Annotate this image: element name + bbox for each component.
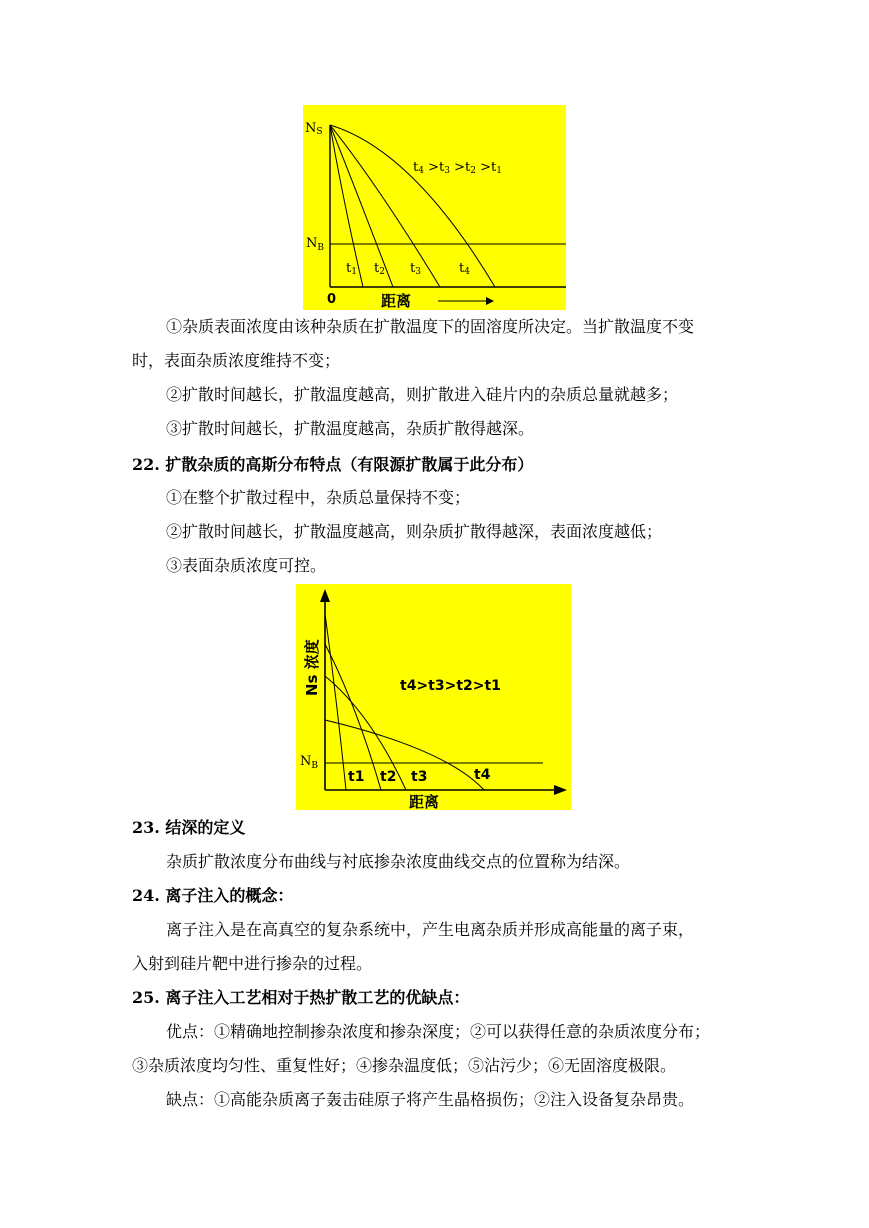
x-axis-label: 距离 [381,292,412,310]
nb-label: $N_B$ [300,754,318,771]
gaussian-diffusion-figure [296,584,571,810]
heading-22: 22. 扩散杂质的高斯分布特点（有限源扩散属于此分布） [132,455,534,474]
y-axis-label: Ns 浓度 [303,639,321,696]
gaussian-point-2: ②扩散时间越长，扩散温度越高，则杂质扩散得越深，表面浓度越低； [166,522,663,541]
ns-label: NS [305,121,323,137]
constant-source-point-1a: ①杂质表面浓度由该种杂质在扩散温度下的固溶度所决定。当扩散温度不变 [166,317,695,336]
curve-label-t4: t4 [459,261,470,277]
erfc-diffusion-figure [303,105,566,310]
curve-label-t3: t3 [411,769,428,785]
curve-label-t1: t1 [346,261,357,277]
disadvantages: 缺点：①高能杂质离子轰击硅原子将产生晶格损伤；②注入设备复杂昂贵。 [166,1090,695,1109]
heading-24: 24. 离子注入的概念： [132,886,294,905]
order-label: t4 >t3 >t2 >t1 [413,160,502,176]
junction-depth-definition: 杂质扩散浓度分布曲线与衬底掺杂浓度曲线交点的位置称为结深。 [166,852,631,871]
curve-t1 [325,614,346,790]
gaussian-diffusion-plot [296,584,571,810]
constant-source-point-3: ③扩散时间越长，扩散温度越高，杂质扩散得越深。 [166,419,535,438]
origin-label: 0 [327,292,337,307]
curve-label-t2: t2 [374,261,385,277]
x-arrow-head [486,297,494,305]
ion-implant-concept-b: 入射到硅片靶中进行掺杂的过程。 [132,954,373,973]
advantages-b: ③杂质浓度均匀性、重复性好；④掺杂温度低；⑤沾污少；⑥无固溶度极限。 [132,1056,677,1075]
x-arrow-head [554,785,567,795]
constant-source-point-2: ②扩散时间越长，扩散温度越高，则扩散进入硅片内的杂质总量就越多； [166,385,679,404]
nb-label: $N_B$ [306,236,324,253]
order-label: t4>t3>t2>t1 [400,678,501,694]
erfc-diffusion-plot [303,105,566,310]
curve-label-t3: t3 [410,261,421,277]
curve-label-t4: t4 [474,767,491,783]
curve-t2 [330,125,393,287]
gaussian-point-1: ①在整个扩散过程中，杂质总量保持不变； [166,488,471,507]
curve-label-t1: t1 [348,769,365,785]
constant-source-point-1b: 时，表面杂质浓度维持不变； [132,351,341,370]
ion-implant-concept-a: 离子注入是在高真空的复杂系统中，产生电离杂质并形成高能量的离子束， [166,920,695,939]
x-axis-label: 距离 [409,793,440,810]
heading-23: 23. 结深的定义 [132,818,246,837]
curve-label-t2: t2 [380,769,397,785]
y-arrow-head [320,589,330,602]
advantages-a: 优点：①精确地控制掺杂浓度和掺杂深度；②可以获得任意的杂质浓度分布； [166,1022,711,1041]
gaussian-point-3: ③表面杂质浓度可控。 [166,556,327,575]
heading-25: 25. 离子注入工艺相对于热扩散工艺的优缺点： [132,988,470,1007]
